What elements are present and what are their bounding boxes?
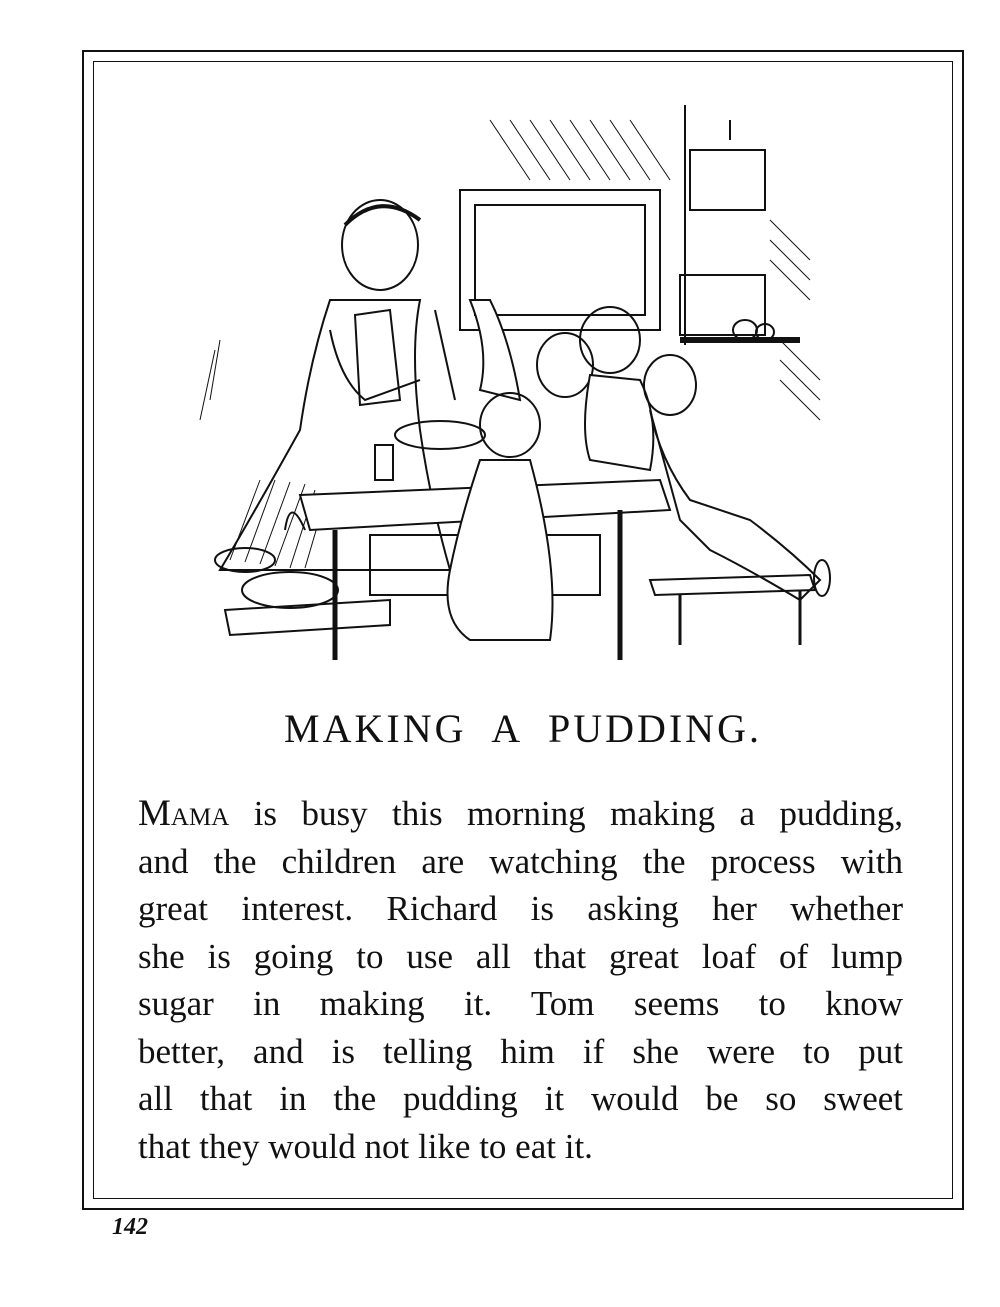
body-line-1 bbox=[138, 790, 903, 838]
body-line-5: sugar in making it. Tom seems to know bbox=[138, 984, 903, 1023]
page-number: 142 bbox=[112, 1214, 148, 1240]
body-line-4: she is going to use all that great loaf of lump bbox=[138, 936, 903, 976]
body-line-7: all that in the pudding it would be so sweet bbox=[138, 1079, 903, 1118]
body-line-3: great interest. Richard is asking her whether bbox=[138, 889, 903, 928]
engraving-illustration bbox=[190, 100, 840, 670]
body-line-1-text: is busy this morning making a pudding, bbox=[229, 794, 903, 833]
drop-letter: M bbox=[138, 793, 171, 834]
body-line-2: and the children are watching the process with bbox=[138, 841, 903, 881]
body-paragraph bbox=[138, 790, 903, 1170]
page-title: MAKING A PUDDING. bbox=[284, 706, 762, 751]
body-line-8: that they would not like to eat it. bbox=[138, 1126, 593, 1166]
smallcaps-word: ama bbox=[170, 794, 230, 833]
body-line-6: better, and is telling him if she were to put bbox=[138, 1031, 903, 1071]
